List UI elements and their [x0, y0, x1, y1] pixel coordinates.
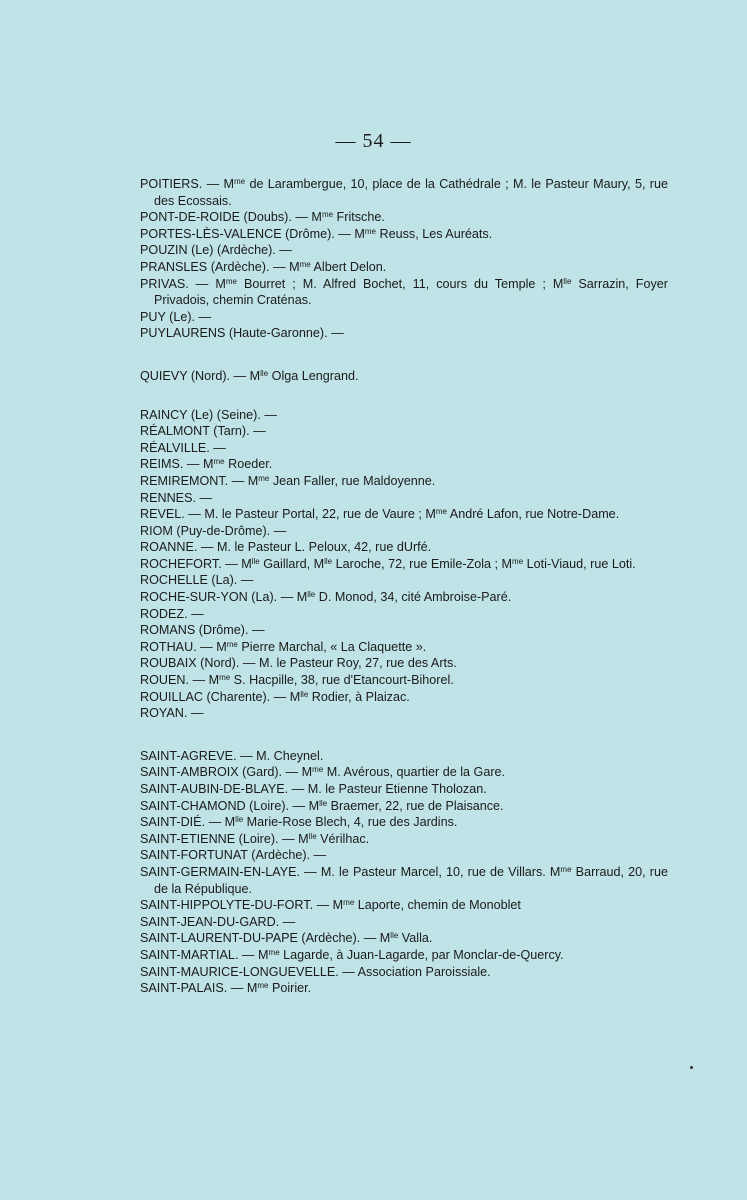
directory-entry: REIMS. — $M^{me}$ Roeder. [140, 457, 273, 472]
directory-entry: SAINT-MARTIAL. — $M^{me}$ Lagarde, à Juan-Lagarde, par Monclar-de-Quercy. [140, 947, 564, 962]
directory-entry: PRANSLES (Ardèche). — $M^{me}$ Albert Delon. [140, 259, 387, 274]
directory-entry: SAINT-LAURENT-DU-PAPE (Ardèche). — $M^{lle}$ Valla. [140, 931, 433, 946]
directory-entry: SAINT-HIPPOLYTE-DU-FORT. — $M^{me}$ Laporte, chemin de Monoblet [140, 898, 521, 913]
directory-entry: RENNES. — [140, 490, 213, 505]
directory-entry: SAINT-ETIENNE (Loire). — $M^{lle}$ Vérilhac. [140, 831, 370, 846]
directory-entry: SAINT-FORTUNAT (Ardèche). — [140, 848, 327, 863]
directory-entry: REMIREMONT. — $M^{me}$ Jean Faller, rue Maldoyenne. [140, 473, 436, 488]
directory-entry: PRIVAS. — $M^{me}$ Bourret ; M. Alfred Bochet, 11, cours du Temple ; $M^{lle}$ Sarrazin, Foyer Privadois, chemin Craténas. [140, 276, 668, 308]
directory-entry: ROCHE-SUR-YON (La). — $M^{lle}$ D. Monod, 34, cité Ambroise-Paré. [140, 590, 512, 605]
ink-speck [690, 1066, 693, 1069]
directory-entry: SAINT-AGREVE. — M. Cheynel. [140, 748, 324, 763]
directory-entry: PONT-DE-ROIDE (Doubs). — $M^{me}$ Fritsche. [140, 210, 385, 225]
directory-entry: SAINT-JEAN-DU-GARD. — [140, 914, 296, 929]
directory-entry: ROUBAIX (Nord). — M. le Pasteur Roy, 27, rue des Arts. [140, 656, 457, 671]
group-p [140, 176, 668, 342]
section-gap [140, 722, 668, 748]
section-gap [140, 342, 668, 368]
directory-entry: RÉALVILLE. — [140, 440, 226, 455]
directory-entry: ROCHELLE (La). — [140, 573, 254, 588]
directory-entry: POUZIN (Le) (Ardèche). — [140, 243, 292, 258]
directory-entry: ROMANS (Drôme). — [140, 623, 265, 638]
directory-entry: ROUILLAC (Charente). — $M^{lle}$ Rodier, à Plaizac. [140, 689, 410, 704]
directory-entry: RÉALMONT (Tarn). — [140, 424, 266, 439]
directory-entry: ROANNE. — M. le Pasteur L. Peloux, 42, rue dUrfé. [140, 540, 432, 555]
directory-entry: ROTHAU. — $M^{me}$ Pierre Marchal, « La Claquette ». [140, 639, 427, 654]
directory-entry: SAINT-AMBROIX (Gard). — $M^{me}$ M. Avérous, quartier de la Gare. [140, 765, 506, 780]
directory-entry: SAINT-DIÉ. — $M^{lle}$ Marie-Rose Blech, 4, rue des Jardins. [140, 815, 458, 830]
directory-entry: SAINT-AUBIN-DE-BLAYE. — M. le Pasteur Etienne Tholozan. [140, 782, 487, 796]
directory-entry: POITIERS. — $M^{me}$ de Larambergue, 10, place de la Cathédrale ; M. le Pasteur Maury, 5, rue des Ecossais. [140, 177, 668, 208]
directory-entry: QUIEVY (Nord). — $M^{lle}$ Olga Lengrand. [140, 368, 359, 383]
section-gap [140, 385, 668, 407]
directory-entry: ROUEN. — $M^{me}$ S. Hacpille, 38, rue d'Etancourt-Bihorel. [140, 673, 454, 688]
directory-entry: RODEZ. — [140, 606, 204, 621]
directory-entry: PUYLAURENS (Haute-Garonne). — [140, 326, 344, 341]
directory-entry: RAINCY (Le) (Seine). — [140, 407, 277, 422]
group-q [140, 368, 668, 385]
group-s [140, 748, 668, 997]
group-r [140, 407, 668, 722]
directory-entry: REVEL. — M. le Pasteur Portal, 22, rue de Vaure ; $M^{me}$ André Lafon, rue Notre-Dame. [140, 507, 620, 522]
directory-entry: PORTES-LÈS-VALENCE (Drôme). — $M^{me}$ Reuss, Les Auréats. [140, 226, 493, 241]
page-number: — 54 — [335, 130, 412, 152]
directory-entry: SAINT-CHAMOND (Loire). — $M^{lle}$ Braemer, 22, rue de Plaisance. [140, 798, 504, 813]
directory-entry: RIOM (Puy-de-Drôme). — [140, 523, 287, 538]
directory-entry: SAINT-GERMAIN-EN-LAYE. — M. le Pasteur Marcel, 10, rue de Villars. $M^{me}$ Barraud, 20, rue de la République. [140, 864, 669, 896]
directory-entries [140, 176, 668, 997]
directory-entry: ROYAN. — [140, 706, 204, 721]
directory-entry: SAINT-MAURICE-LONGUEVELLE. — Association Paroissiale. [140, 964, 491, 979]
directory-entry: SAINT-PALAIS. — $M^{me}$ Poirier. [140, 981, 312, 996]
directory-entry: ROCHEFORT. — $M^{lle}$ Gaillard, $M^{lle}$ Laroche, 72, rue Emile-Zola ; $M^{me}$ Loti-Viaud, rue Loti. [140, 556, 636, 571]
directory-entry: PUY (Le). — [140, 309, 212, 324]
